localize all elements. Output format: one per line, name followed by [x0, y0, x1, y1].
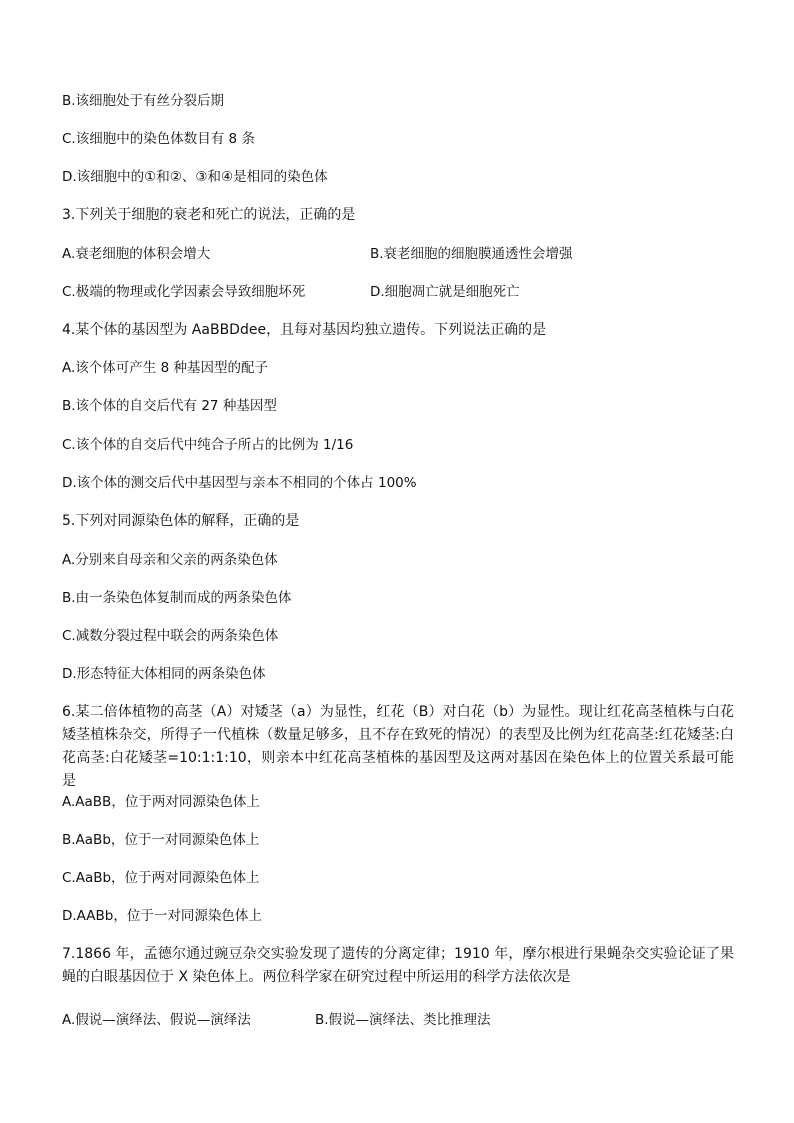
q3-option-a: A.衰老细胞的体积会增大	[62, 246, 211, 262]
q3-option-b: B.衰老细胞的细胞膜通透性会增强	[370, 246, 573, 262]
q3-stem: 3.下列关于细胞的衰老和死亡的说法，正确的是	[62, 207, 356, 223]
q3-option-d: D.细胞凋亡就是细胞死亡	[370, 284, 520, 300]
q2-option-c: C.该细胞中的染色体数目有 8 条	[62, 131, 255, 147]
q3-option-c: C.极端的物理或化学因素会导致细胞坏死	[62, 284, 306, 300]
q2-option-b: B.该细胞处于有丝分裂后期	[62, 93, 225, 109]
q5-option-a: A.分别来自母亲和父亲的两条染色体	[62, 552, 278, 568]
q6-option-c: C.AaBb，位于两对同源染色体上	[62, 870, 260, 886]
q4-option-c: C.该个体的自交后代中纯合子所占的比例为 1/16	[62, 437, 354, 453]
q6-option-a: A.AaBB，位于两对同源染色体上	[62, 794, 260, 810]
q4-stem: 4.某个体的基因型为 AaBBDdee，且每对基因均独立遗传。下列说法正确的是	[62, 322, 547, 338]
q4-option-b: B.该个体的自交后代有 27 种基因型	[62, 398, 277, 414]
q7-option-a: A.假说—演绎法、假说—演绎法	[62, 1012, 251, 1028]
q5-option-d: D.形态特征大体相同的两条染色体	[62, 666, 266, 682]
q5-option-c: C.减数分裂过程中联会的两条染色体	[62, 628, 279, 644]
q7-stem: 7.1866 年，孟德尔通过豌豆杂交实验发现了遗传的分离定律；1910 年，摩尔根进行果蝇杂交实验论证了果蝇的白眼基因位于 X 染色体上。两位科学家在研究过程中所运用的科学方法依次是	[62, 946, 734, 985]
q6-stem: 6.某二倍体植物的高茎（A）对矮茎（a）为显性，红花（B）对白花（b）为显性。现让红花高茎植株与白花矮茎植株杂交，所得子一代植株（数量足够多，且不存在致死的情况）的表型及比例为红花高茎:红花矮茎:白花高茎:白花矮茎=10:1:1:10，则亲本中红花高茎植株的基因型及这两对基因在染色体上的位置关系最可能是	[62, 704, 734, 789]
q4-option-a: A.该个体可产生 8 种基因型的配子	[62, 360, 268, 376]
q6-option-b: B.AaBb，位于一对同源染色体上	[62, 832, 260, 848]
q5-option-b: B.由一条染色体复制而成的两条染色体	[62, 590, 292, 606]
q4-option-d: D.该个体的测交后代中基因型与亲本不相同的个体占 100%	[62, 475, 417, 491]
q2-option-d: D.该细胞中的①和②、③和④是相同的染色体	[62, 169, 328, 185]
q6-option-d: D.AABb，位于一对同源染色体上	[62, 908, 262, 924]
q5-stem: 5.下列对同源染色体的解释，正确的是	[62, 513, 300, 529]
q7-option-b: B.假说—演绎法、类比推理法	[315, 1012, 491, 1028]
